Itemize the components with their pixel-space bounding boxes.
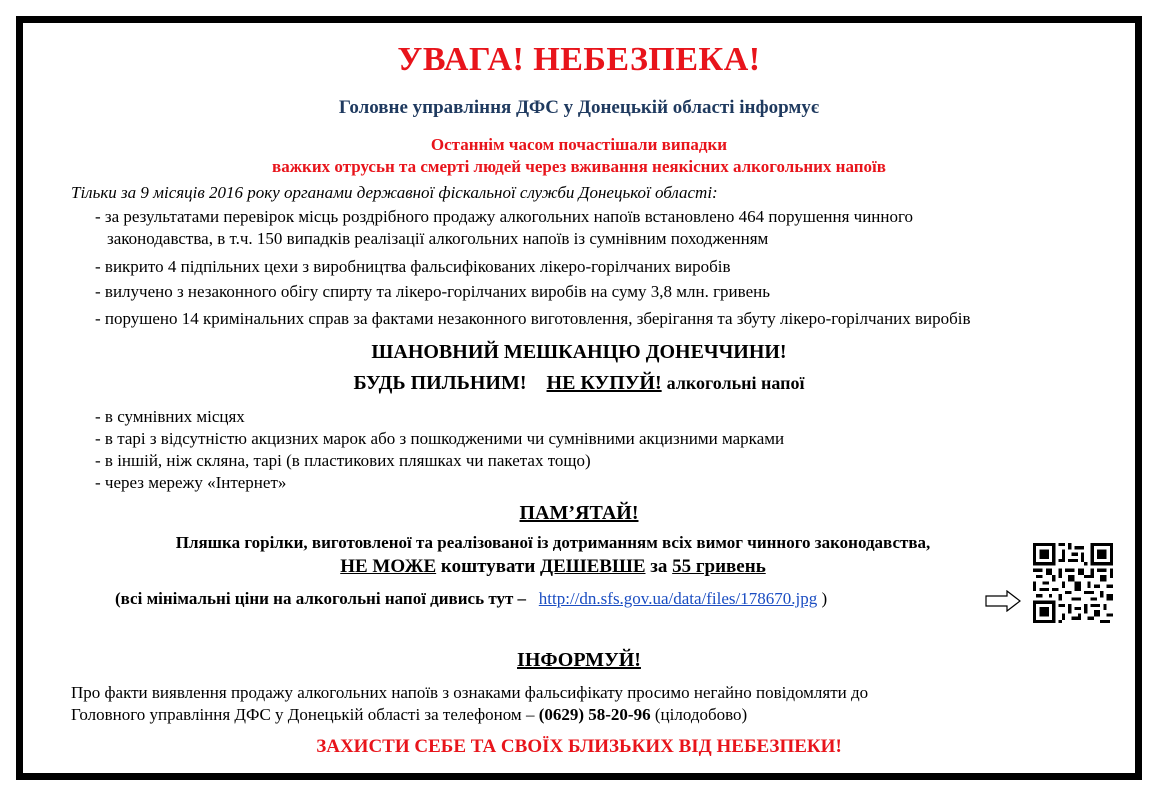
bottle-line-2	[23, 556, 1083, 578]
right-arrow-icon	[985, 590, 1021, 612]
final-slogan: ЗАХИСТИ СЕБЕ ТА СВОЇХ БЛИЗЬКИХ ВІД НЕБЕЗПЕКИ!	[316, 736, 842, 757]
phone-number: (0629) 58-20-96	[538, 705, 651, 724]
be-careful-text: БУДЬ ПИЛЬНИМ!	[353, 372, 527, 394]
stat-item-4: - порушено 14 кримінальних справ за фактами незаконного виготовлення, зберігання та збуту лікеро-горілчаних виробів	[95, 309, 971, 328]
where-item-3: - в іншій, ніж скляна, тарі (в пластикових пляшках чи пакетах тощо)	[95, 451, 591, 470]
poster-frame	[16, 16, 1142, 780]
phone-note: (цілодобово)	[654, 705, 748, 724]
warning-line-2: важких отрусьн та смерті людей через вживання неякісних алкогольних напоїв	[272, 157, 886, 176]
prices-link[interactable]: http://dn.sfs.gov.ua/data/files/178670.jpg	[538, 589, 818, 608]
be-careful-line	[23, 372, 1135, 395]
report-line-1: Про факти виявлення продажу алкогольних напоїв з ознаками фальсифікату просимо негайно повідомляти до	[71, 683, 869, 702]
qr-code-icon[interactable]	[1033, 543, 1113, 623]
where-item-2: - в тарі з відсутністю акцизних марок або з пошкодженими чи сумнівними акцизними марками	[95, 429, 785, 448]
prices-note	[115, 589, 827, 609]
report-text: Головного управління ДФС у Донецькій області за телефоном –	[71, 705, 535, 724]
where-item-4: - через мережу «Інтернет»	[95, 473, 287, 492]
report-line-2	[71, 705, 747, 725]
intro-text: Тільки за 9 місяців 2016 року органами державної фіскальної служби Донецької області:	[71, 183, 718, 202]
stat-item-2: - викрито 4 підпільних цехи з виробництва фальсифікованих лікеро-горілчаних виробів	[95, 257, 731, 276]
appeal-heading: ШАНОВНИЙ МЕШКАНЦЮ ДОНЕЧЧИНИ!	[371, 341, 787, 363]
price-text: 55 гривень	[672, 556, 766, 577]
stat-item-1-line-2: законодавства, в т.ч. 150 випадків реалізації алкогольних напоїв із сумнівним походженням	[107, 229, 769, 248]
subtitle: Головне управління ДФС у Донецькій області інформує	[338, 97, 820, 118]
bottle-line-1: Пляшка горілки, виготовленої та реалізованої із дотриманням всіх вимог чинного законодавства,	[175, 533, 931, 552]
stat-item-3: - вилучено з незаконного обігу спирту та лікеро-горілчаних виробів на суму 3,8 млн. гривень	[95, 282, 770, 301]
alcohol-text: алкогольні напої	[666, 373, 805, 393]
cheaper-text: ДЕШЕВШЕ	[540, 556, 646, 577]
do-not-buy-text: НЕ КУПУЙ!	[546, 372, 662, 394]
remember-heading: ПАМ’ЯТАЙ!	[519, 502, 639, 524]
stat-item-1-line-1: - за результатами перевірок місць роздрібного продажу алкогольних напоїв встановлено 464 порушення чинного	[95, 207, 914, 226]
prices-note-close: )	[821, 589, 828, 608]
cost-text: коштувати	[440, 556, 536, 577]
cannot-text: НЕ МОЖЕ	[340, 556, 437, 577]
inform-heading: ІНФОРМУЙ!	[517, 649, 641, 671]
for-text: за	[650, 556, 668, 577]
prices-note-text: (всі мінімальні ціни на алкогольні напої дивись тут –	[115, 589, 527, 608]
warning-line-1: Останнім часом почастішали випадки	[430, 135, 728, 154]
where-item-1: - в сумнівних місцях	[95, 407, 245, 426]
page-title: УВАГА! НЕБЕЗПЕКА!	[397, 41, 761, 78]
